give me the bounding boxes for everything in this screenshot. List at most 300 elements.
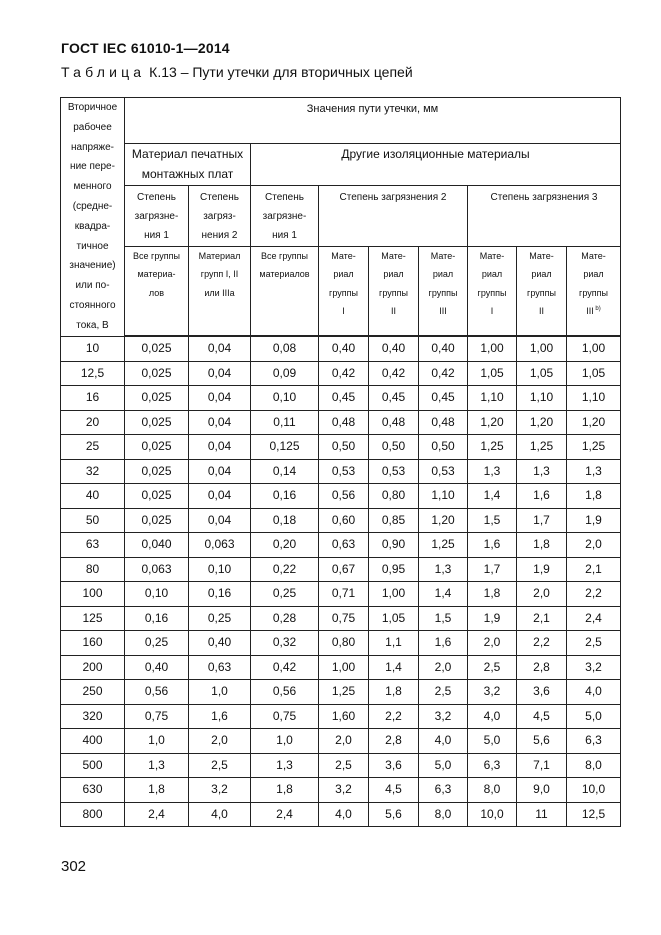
header-line: материалов (259, 269, 310, 280)
value-cell: 2,0 (468, 631, 517, 656)
value-cell: 0,48 (419, 410, 468, 435)
value-cell: 0,56 (251, 680, 319, 705)
header-line: Степень (137, 191, 176, 203)
header-line: I (490, 306, 494, 317)
header-values-title: Значения пути утечки, мм (125, 98, 621, 144)
value-cell: 0,53 (419, 459, 468, 484)
header-pcb-material (125, 143, 251, 185)
header-line: III (439, 306, 447, 317)
value-cell: 6,3 (419, 778, 468, 803)
value-cell: 0,40 (319, 336, 369, 361)
value-cell: 0,16 (125, 606, 189, 631)
header-line: лов (148, 287, 165, 298)
value-cell: 0,67 (319, 557, 369, 582)
voltage-cell: 160 (61, 631, 125, 656)
value-cell: 0,20 (251, 533, 319, 558)
value-cell: 0,04 (189, 361, 251, 386)
header-line: II (390, 306, 396, 317)
value-cell: 1,05 (567, 361, 621, 386)
value-cell: 1,60 (319, 704, 369, 729)
value-cell: 1,3 (567, 459, 621, 484)
value-cell: 9,0 (517, 778, 567, 803)
value-cell: 0,45 (369, 386, 419, 411)
value-cell: 0,42 (419, 361, 468, 386)
value-cell: 2,0 (189, 729, 251, 754)
header-line: загрязне- (262, 210, 307, 222)
table-row (61, 729, 621, 754)
value-cell: 3,6 (369, 753, 419, 778)
value-cell: 2,8 (517, 655, 567, 680)
value-cell: 2,1 (567, 557, 621, 582)
value-cell: 0,025 (125, 410, 189, 435)
value-cell: 0,56 (125, 680, 189, 705)
header-line: Мате- (529, 250, 554, 261)
value-cell: 4,0 (468, 704, 517, 729)
value-cell: 6,3 (468, 753, 517, 778)
value-cell: 0,40 (125, 655, 189, 680)
voltage-cell: 40 (61, 484, 125, 509)
header-line: Все группы (261, 250, 308, 261)
value-cell: 0,025 (125, 386, 189, 411)
value-cell: 2,8 (369, 729, 419, 754)
header-line: группы (477, 287, 507, 298)
value-cell: 2,0 (567, 533, 621, 558)
header-line: загряз- (203, 210, 236, 222)
value-cell: 0,08 (251, 336, 319, 361)
value-cell: 0,63 (319, 533, 369, 558)
value-cell: 0,09 (251, 361, 319, 386)
value-cell: 1,20 (419, 508, 468, 533)
value-cell: 3,2 (419, 704, 468, 729)
value-cell: 1,3 (251, 753, 319, 778)
table-row (61, 753, 621, 778)
value-cell: 3,6 (517, 680, 567, 705)
value-cell: 2,5 (319, 753, 369, 778)
document-title: ГОСТ IEC 61010-1—2014 (61, 40, 230, 56)
value-cell: 2,0 (517, 582, 567, 607)
value-cell: 0,04 (189, 459, 251, 484)
table-row (61, 557, 621, 582)
value-cell: 0,75 (251, 704, 319, 729)
value-cell: 2,4 (251, 802, 319, 827)
voltage-cell: 400 (61, 729, 125, 754)
value-cell: 1,0 (251, 729, 319, 754)
value-cell: 1,8 (369, 680, 419, 705)
voltage-cell: 125 (61, 606, 125, 631)
header-pollution-deg3: Степень загрязнения 3 (468, 185, 621, 246)
header-line: материа- (137, 269, 176, 280)
table-row (61, 361, 621, 386)
value-cell: 10,0 (567, 778, 621, 803)
value-cell: 0,04 (189, 435, 251, 460)
value-cell: 2,5 (419, 680, 468, 705)
value-cell: 0,42 (251, 655, 319, 680)
table-row (61, 410, 621, 435)
value-cell: 1,8 (517, 533, 567, 558)
value-cell: 0,63 (189, 655, 251, 680)
value-cell: 0,025 (125, 508, 189, 533)
voltage-cell: 80 (61, 557, 125, 582)
header-line: Мате- (479, 250, 505, 261)
table-caption (61, 64, 413, 80)
table-row (61, 459, 621, 484)
value-cell: 1,00 (319, 655, 369, 680)
value-cell: 4,5 (517, 704, 567, 729)
header-line: II (538, 306, 544, 317)
value-cell: 0,60 (319, 508, 369, 533)
value-cell: 2,0 (419, 655, 468, 680)
value-cell: 1,6 (517, 484, 567, 509)
header-line: Степень (265, 191, 304, 203)
voltage-cell: 250 (61, 680, 125, 705)
header-line: группы (527, 287, 556, 298)
header-line: I (342, 306, 345, 317)
value-cell: 2,1 (517, 606, 567, 631)
header-line: Мате- (381, 250, 406, 261)
value-cell: 0,16 (189, 582, 251, 607)
value-cell: 0,18 (251, 508, 319, 533)
value-cell: 0,40 (189, 631, 251, 656)
header-pollution-deg2: Степень загрязнения 2 (319, 185, 468, 246)
value-cell: 0,50 (369, 435, 419, 460)
value-cell: 1,6 (189, 704, 251, 729)
value-cell: 1,3 (468, 459, 517, 484)
value-cell: 5,6 (517, 729, 567, 754)
value-cell: 0,025 (125, 459, 189, 484)
value-cell: 7,1 (517, 753, 567, 778)
header-all-groups-b (251, 246, 319, 336)
value-cell: 1,4 (419, 582, 468, 607)
header-group-1-2-3a (189, 246, 251, 336)
table-row (61, 582, 621, 607)
caption-rest: К.13 – Пути утечки для вторичных цепей (145, 64, 413, 80)
value-cell: 2,5 (567, 631, 621, 656)
value-cell: 0,10 (189, 557, 251, 582)
value-cell: 0,063 (189, 533, 251, 558)
value-cell: 0,45 (319, 386, 369, 411)
header-line: риал (383, 269, 404, 280)
value-cell: 1,00 (468, 336, 517, 361)
value-cell: 8,0 (419, 802, 468, 827)
value-cell: 0,80 (319, 631, 369, 656)
header-line: или IIIa (204, 287, 235, 298)
table-row (61, 386, 621, 411)
header-deg3-group-1 (468, 246, 517, 336)
value-cell: 1,7 (468, 557, 517, 582)
voltage-cell: 100 (61, 582, 125, 607)
header-line: Вторичное (67, 102, 118, 113)
value-cell: 0,04 (189, 508, 251, 533)
value-cell: 8,0 (567, 753, 621, 778)
header-line: загрязне- (134, 210, 179, 222)
value-cell: 0,42 (319, 361, 369, 386)
value-cell: 0,80 (369, 484, 419, 509)
value-cell: 1,0 (125, 729, 189, 754)
value-cell: 1,10 (567, 386, 621, 411)
header-line: группы (329, 287, 358, 298)
voltage-cell: 200 (61, 655, 125, 680)
value-cell: 1,00 (517, 336, 567, 361)
header-line: стоянного (69, 299, 116, 311)
value-cell: 0,40 (419, 336, 468, 361)
table-row (61, 508, 621, 533)
value-cell: 11 (517, 802, 567, 827)
voltage-cell: 50 (61, 508, 125, 533)
header-line: ние пере- (70, 161, 115, 173)
header-line: риал (531, 269, 552, 280)
value-cell: 12,5 (567, 802, 621, 827)
value-cell: 1,20 (517, 410, 567, 435)
header-line: III (586, 306, 594, 317)
header-line: значение) (69, 260, 116, 272)
header-line: квадра- (74, 220, 111, 232)
value-cell: 1,10 (419, 484, 468, 509)
value-cell: 0,10 (125, 582, 189, 607)
header-line: ния 1 (272, 229, 297, 241)
header-other-materials: Другие изоляционные материалы (251, 143, 621, 185)
value-cell: 1,25 (419, 533, 468, 558)
voltage-cell: 320 (61, 704, 125, 729)
value-cell: 4,0 (319, 802, 369, 827)
voltage-cell: 63 (61, 533, 125, 558)
header-line: Мате- (331, 250, 356, 261)
table-row (61, 435, 621, 460)
value-cell: 1,8 (468, 582, 517, 607)
header-line: Степень (200, 191, 239, 203)
value-cell: 1,10 (517, 386, 567, 411)
value-cell: 0,25 (251, 582, 319, 607)
value-cell: 2,2 (369, 704, 419, 729)
header-line: тичное (76, 240, 109, 252)
table-row (61, 655, 621, 680)
value-cell: 8,0 (468, 778, 517, 803)
value-cell: 1,00 (369, 582, 419, 607)
value-cell: 1,8 (567, 484, 621, 509)
value-cell: 4,0 (189, 802, 251, 827)
header-line: тока, В (76, 319, 109, 331)
value-cell: 0,71 (319, 582, 369, 607)
value-cell: 0,50 (419, 435, 468, 460)
value-cell: 0,32 (251, 631, 319, 656)
value-cell: 1,3 (517, 459, 567, 484)
header-line: риал (333, 269, 354, 280)
header-line: или по- (75, 280, 110, 292)
value-cell: 0,04 (189, 386, 251, 411)
value-cell: 0,53 (369, 459, 419, 484)
header-all-groups (125, 246, 189, 336)
header-line: ния 1 (144, 229, 169, 241)
value-cell: 0,48 (369, 410, 419, 435)
value-cell: 1,5 (419, 606, 468, 631)
value-cell: 0,75 (319, 606, 369, 631)
value-cell: 0,48 (319, 410, 369, 435)
value-cell: 0,16 (251, 484, 319, 509)
value-cell: 0,42 (369, 361, 419, 386)
value-cell: 1,3 (419, 557, 468, 582)
caption-word: Таблица (61, 64, 146, 80)
value-cell: 1,05 (369, 606, 419, 631)
value-cell: 2,4 (567, 606, 621, 631)
table-row (61, 802, 621, 827)
value-cell: 0,28 (251, 606, 319, 631)
value-cell: 0,25 (189, 606, 251, 631)
value-cell: 5,0 (419, 753, 468, 778)
value-cell: 1,20 (468, 410, 517, 435)
voltage-cell: 32 (61, 459, 125, 484)
header-pollution-2 (189, 185, 251, 246)
value-cell: 2,2 (567, 582, 621, 607)
voltage-cell: 10 (61, 336, 125, 361)
value-cell: 6,3 (567, 729, 621, 754)
value-cell: 1,9 (468, 606, 517, 631)
header-deg2-group-1 (319, 246, 369, 336)
voltage-cell: 800 (61, 802, 125, 827)
table-row (61, 680, 621, 705)
footnote-mark: b) (593, 306, 601, 313)
header-pollution-1b (251, 185, 319, 246)
header-line: напряже- (71, 141, 114, 153)
header-line: риал (432, 269, 454, 280)
header-line: группы (379, 287, 408, 298)
value-cell: 0,45 (419, 386, 468, 411)
header-line: Материал печатных (131, 146, 244, 161)
value-cell: 1,0 (189, 680, 251, 705)
header-line: (средне- (72, 200, 113, 212)
header-line: группы (428, 287, 458, 298)
voltage-cell: 12,5 (61, 361, 125, 386)
value-cell: 1,20 (567, 410, 621, 435)
voltage-cell: 630 (61, 778, 125, 803)
value-cell: 0,04 (189, 484, 251, 509)
value-cell: 0,90 (369, 533, 419, 558)
value-cell: 1,25 (319, 680, 369, 705)
header-line: Все группы (133, 250, 180, 261)
voltage-cell: 500 (61, 753, 125, 778)
value-cell: 1,8 (251, 778, 319, 803)
header-deg3-group-2 (517, 246, 567, 336)
header-line: Мате- (581, 250, 606, 261)
value-cell: 0,04 (189, 336, 251, 361)
value-cell: 1,00 (567, 336, 621, 361)
value-cell: 1,9 (567, 508, 621, 533)
page-number: 302 (61, 858, 87, 875)
value-cell: 3,2 (468, 680, 517, 705)
header-line: группы (579, 287, 608, 298)
value-cell: 0,025 (125, 336, 189, 361)
value-cell: 5,6 (369, 802, 419, 827)
value-cell: 2,5 (468, 655, 517, 680)
value-cell: 3,2 (319, 778, 369, 803)
value-cell: 0,025 (125, 484, 189, 509)
table-row (61, 484, 621, 509)
value-cell: 0,22 (251, 557, 319, 582)
value-cell: 0,95 (369, 557, 419, 582)
value-cell: 1,4 (369, 655, 419, 680)
header-line: риал (481, 269, 503, 280)
table-row (61, 631, 621, 656)
value-cell: 1,6 (419, 631, 468, 656)
value-cell: 5,0 (567, 704, 621, 729)
voltage-cell: 25 (61, 435, 125, 460)
value-cell: 1,3 (125, 753, 189, 778)
table-body (61, 336, 621, 827)
voltage-cell: 20 (61, 410, 125, 435)
value-cell: 0,025 (125, 435, 189, 460)
value-cell: 0,75 (125, 704, 189, 729)
header-deg2-group-2 (369, 246, 419, 336)
value-cell: 4,0 (419, 729, 468, 754)
header-deg3-group-3 (567, 246, 621, 336)
value-cell: 2,0 (319, 729, 369, 754)
value-cell: 4,5 (369, 778, 419, 803)
value-cell: 2,4 (125, 802, 189, 827)
value-cell: 3,2 (567, 655, 621, 680)
table-header (61, 98, 621, 337)
value-cell: 1,25 (468, 435, 517, 460)
value-cell: 0,10 (251, 386, 319, 411)
value-cell: 0,04 (189, 410, 251, 435)
value-cell: 1,05 (517, 361, 567, 386)
value-cell: 5,0 (468, 729, 517, 754)
table-row (61, 533, 621, 558)
value-cell: 0,50 (319, 435, 369, 460)
value-cell: 1,05 (468, 361, 517, 386)
header-voltage (61, 98, 125, 337)
header-line: монтажных плат (141, 166, 234, 181)
value-cell: 0,14 (251, 459, 319, 484)
header-line: Мате- (430, 250, 456, 261)
table-row (61, 606, 621, 631)
value-cell: 4,0 (567, 680, 621, 705)
value-cell: 1,8 (125, 778, 189, 803)
value-cell: 2,5 (189, 753, 251, 778)
header-line: Материал (198, 250, 241, 261)
value-cell: 1,25 (567, 435, 621, 460)
voltage-cell: 16 (61, 386, 125, 411)
value-cell: 1,1 (369, 631, 419, 656)
value-cell: 1,25 (517, 435, 567, 460)
header-line: групп I, II (200, 269, 239, 280)
header-line: менного (73, 181, 112, 193)
table-row (61, 336, 621, 361)
header-line: рабочее (73, 121, 112, 133)
value-cell: 1,4 (468, 484, 517, 509)
header-deg2-group-3 (419, 246, 468, 336)
creepage-table (60, 97, 621, 827)
value-cell: 0,25 (125, 631, 189, 656)
value-cell: 1,7 (517, 508, 567, 533)
value-cell: 0,11 (251, 410, 319, 435)
table-row (61, 704, 621, 729)
value-cell: 0,025 (125, 361, 189, 386)
value-cell: 1,10 (468, 386, 517, 411)
header-line: риал (583, 269, 604, 280)
table-row (61, 778, 621, 803)
value-cell: 0,040 (125, 533, 189, 558)
header-pollution-1 (125, 185, 189, 246)
value-cell: 0,125 (251, 435, 319, 460)
value-cell: 0,53 (319, 459, 369, 484)
value-cell: 0,40 (369, 336, 419, 361)
value-cell: 1,5 (468, 508, 517, 533)
value-cell: 3,2 (189, 778, 251, 803)
value-cell: 1,9 (517, 557, 567, 582)
header-line: нения 2 (201, 229, 238, 241)
value-cell: 10,0 (468, 802, 517, 827)
value-cell: 0,063 (125, 557, 189, 582)
value-cell: 1,6 (468, 533, 517, 558)
value-cell: 0,85 (369, 508, 419, 533)
